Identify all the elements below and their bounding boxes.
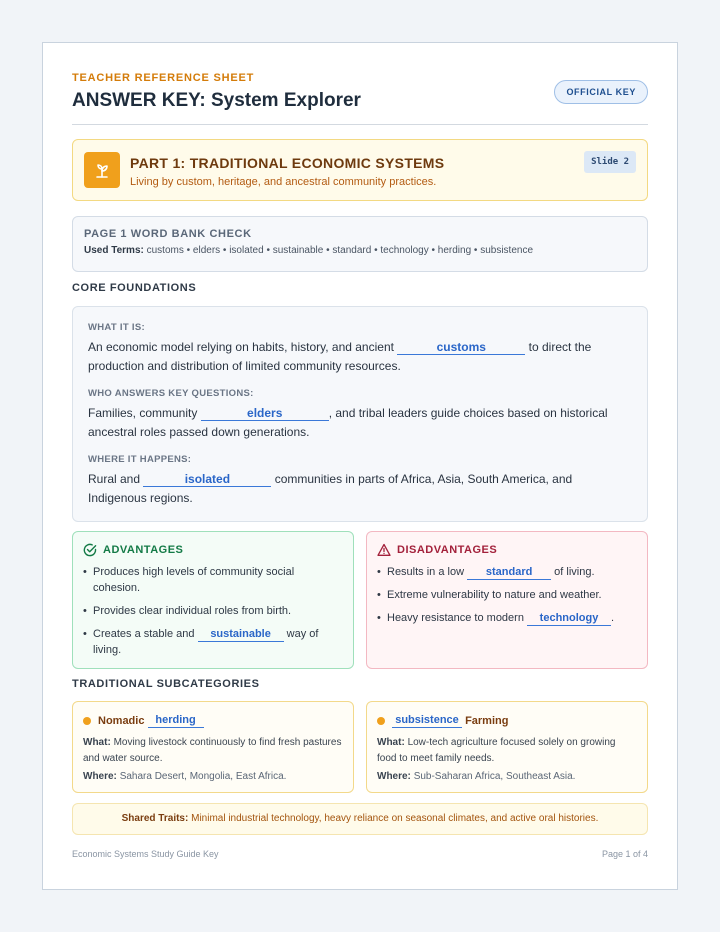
disadvantages-box: [366, 531, 648, 669]
subcategory-heading: [83, 713, 343, 728]
what-text: Moving livestock continuously to find fresh pastures and water source.: [83, 737, 342, 764]
what-after: to direct the production and distribution of limited community resources.: [88, 340, 592, 373]
answer-herding: herding: [148, 713, 204, 728]
answer-isolated: isolated: [143, 472, 271, 487]
what-label: WHAT IT IS:: [88, 322, 145, 333]
where-text: [88, 470, 632, 508]
list-item: [83, 564, 343, 596]
list-item: [377, 587, 637, 603]
bullet-dot: [377, 717, 385, 725]
shared-traits-text: Minimal industrial technology, heavy reliance on seasonal climates, and active oral histories.: [191, 813, 599, 824]
disadvantage-after: .: [611, 612, 615, 624]
where-label: WHERE IT HAPPENS:: [88, 454, 192, 465]
disadvantage-text: Extreme vulnerability to nature and weather.: [387, 589, 602, 601]
who-after: , and tribal leaders guide choices based on historical ancestral roles passed down generations.: [88, 406, 608, 439]
pros-cons-row: [72, 531, 648, 669]
advantages-box: [72, 531, 354, 669]
where-text: Sub-Saharan Africa, Southeast Asia.: [413, 771, 576, 782]
what-text: Low-tech agriculture focused solely on growing food to meet family needs.: [377, 737, 616, 764]
answer-standard: standard: [467, 565, 551, 580]
official-key-badge: OFFICIAL KEY: [554, 80, 648, 104]
subcategory-where: [377, 771, 637, 782]
disadvantages-heading: [377, 543, 637, 557]
disadvantage-before: Heavy resistance to modern: [387, 612, 524, 624]
subcategories-row: [72, 701, 648, 793]
warning-triangle-icon: [377, 543, 391, 557]
part-banner: [72, 139, 648, 201]
where-label: Where:: [83, 771, 117, 782]
advantages-list: [83, 564, 343, 658]
slide-tag: Slide 2: [584, 151, 636, 173]
list-item: [377, 564, 637, 580]
subcategory-card-subsistence: [366, 701, 648, 793]
part-title: PART 1: TRADITIONAL ECONOMIC SYSTEMS: [130, 155, 445, 171]
subcategory-card-nomadic: [72, 701, 354, 793]
disadvantage-after: of living.: [554, 566, 595, 578]
check-circle-icon: [83, 543, 97, 557]
disadvantages-title: DISADVANTAGES: [397, 544, 498, 556]
shared-traits-label: Shared Traits:: [121, 813, 189, 824]
list-item: [377, 610, 637, 626]
word-bank-box: [72, 216, 648, 272]
where-label: Where:: [377, 771, 411, 782]
subcategory-heading: [377, 713, 637, 728]
answer-key-page: [42, 42, 678, 890]
advantage-before: Creates a stable and: [93, 628, 195, 640]
disadvantage-before: Results in a low: [387, 566, 465, 578]
where-before: Rural and: [88, 472, 141, 486]
title-group: [72, 71, 361, 112]
subcategory-where: [83, 771, 343, 782]
subcategory-name-after: Farming: [465, 714, 509, 727]
advantages-heading: [83, 543, 343, 557]
bullet-dot: [83, 717, 91, 725]
eyebrow-label: TEACHER REFERENCE SHEET: [72, 72, 255, 84]
subcategory-what: [83, 735, 343, 767]
answer-technology: technology: [527, 611, 611, 626]
word-bank-title: PAGE 1 WORD BANK CHECK: [84, 228, 252, 240]
core-heading: CORE FOUNDATIONS: [72, 282, 197, 294]
who-text: [88, 404, 632, 442]
page-number: Page 1 of 4: [601, 849, 648, 859]
word-bank-label: Used Terms:: [84, 245, 144, 256]
shared-traits-banner: [72, 803, 648, 835]
advantage-text: Provides clear individual roles from birth.: [93, 605, 292, 617]
list-item: [83, 603, 343, 619]
footer-title: Economic Systems Study Guide Key: [72, 849, 219, 859]
disadvantages-list: [377, 564, 637, 626]
answer-subsistence: subsistence: [392, 713, 462, 728]
subcategory-name-before: Nomadic: [98, 714, 145, 727]
what-text: [88, 338, 632, 376]
subcategory-what: [377, 735, 637, 767]
where-text: Sahara Desert, Mongolia, East Africa.: [119, 771, 287, 782]
page-title: ANSWER KEY: System Explorer: [72, 90, 361, 111]
answer-customs: customs: [397, 340, 525, 355]
list-item: [83, 626, 343, 658]
answer-elders: elders: [201, 406, 329, 421]
word-bank-list: customs • elders • isolated • sustainable • standard • technology • herding • subsistence: [146, 245, 534, 256]
subcategories-heading: TRADITIONAL SUBCATEGORIES: [72, 678, 260, 690]
answer-sustainable: sustainable: [198, 627, 284, 642]
advantages-title: ADVANTAGES: [103, 544, 184, 556]
core-foundations-box: [72, 306, 648, 522]
page-header: [72, 71, 648, 112]
advantage-after: way of living.: [93, 628, 319, 656]
part-subtitle: Living by custom, heritage, and ancestral community practices.: [130, 176, 437, 188]
where-after: communities in parts of Africa, Asia, South America, and Indigenous regions.: [88, 472, 573, 505]
who-before: Families, community: [88, 406, 198, 420]
what-label: What:: [377, 737, 405, 748]
who-label: WHO ANSWERS KEY QUESTIONS:: [88, 388, 254, 399]
what-label: What:: [83, 737, 111, 748]
what-before: An economic model relying on habits, history, and ancient: [88, 340, 394, 354]
page-footer: [72, 849, 648, 859]
advantage-text: Produces high levels of community social cohesion.: [93, 566, 295, 594]
header-divider: [72, 124, 648, 125]
word-bank-terms: [84, 245, 636, 256]
sprout-icon: [84, 152, 120, 188]
